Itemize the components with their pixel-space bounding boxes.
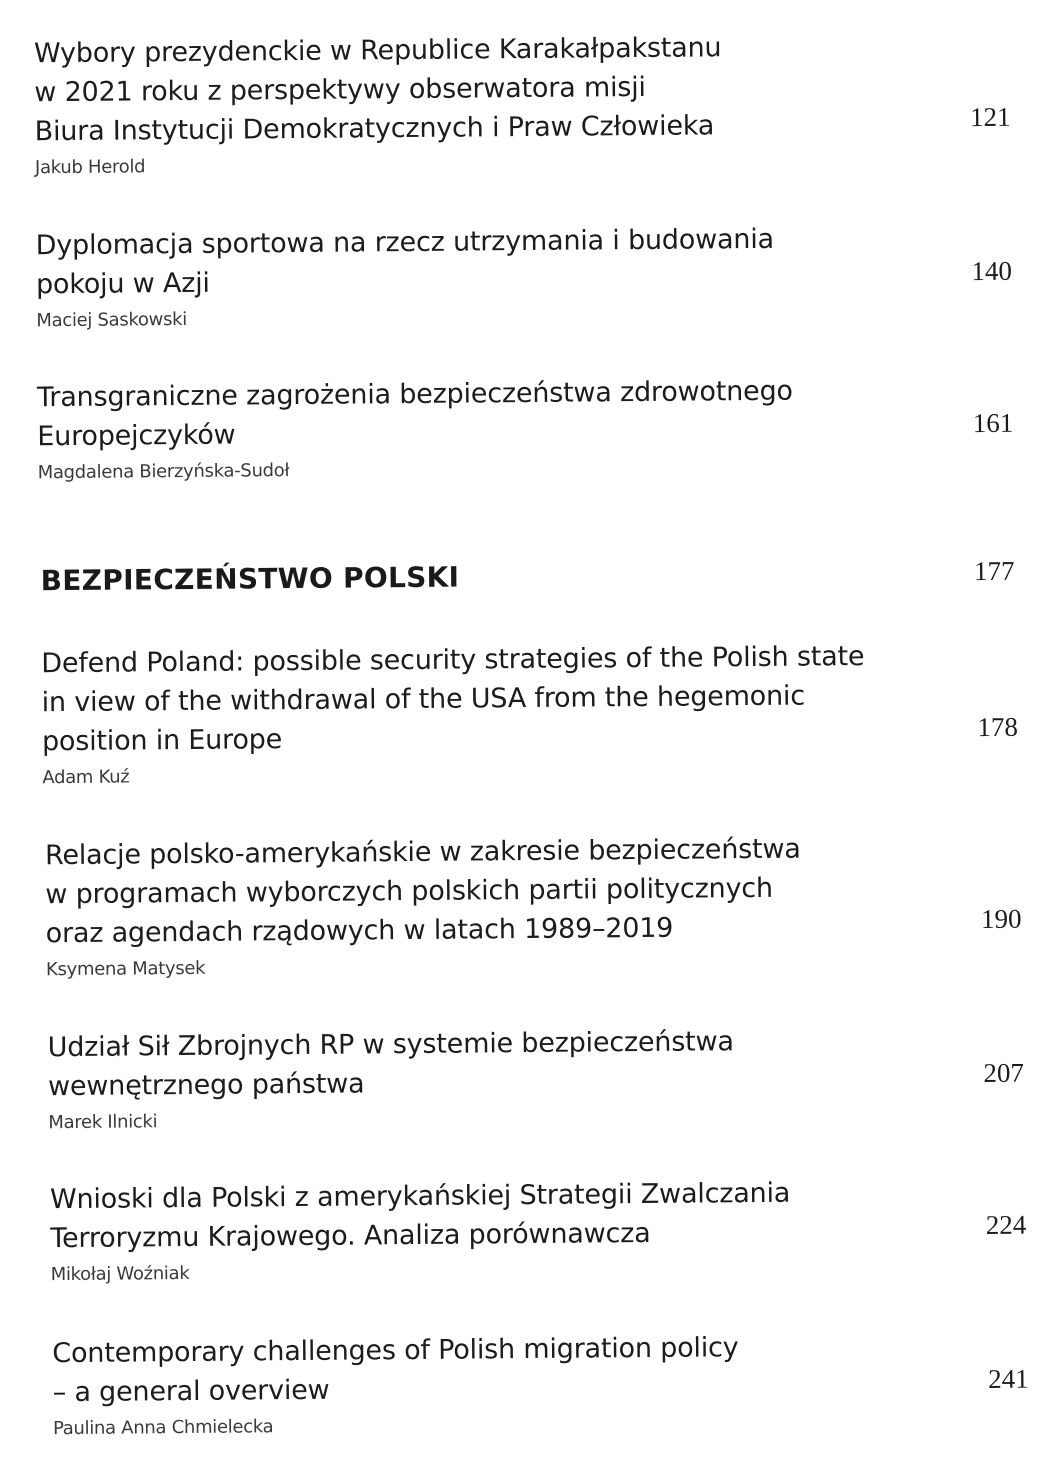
entry-author: Marek Ilnicki bbox=[48, 1111, 158, 1134]
entry-title-line: – a general overview bbox=[52, 1374, 330, 1409]
section-heading bbox=[40, 556, 1028, 598]
entry-title-line: Udział Sił Zbrojnych RP w systemie bezpieczeństwa bbox=[47, 1026, 734, 1064]
toc-entry bbox=[48, 1020, 1039, 1137]
section-page-number: 177 bbox=[973, 555, 1015, 587]
entry-title-line: in view of the withdrawal of the USA from the hegemonic bbox=[41, 680, 806, 719]
entry-page-number: 207 bbox=[983, 1057, 1025, 1089]
entry-title-line: Dyplomacja sportowa na rzecz utrzymania i budowania bbox=[35, 223, 775, 262]
toc-entry bbox=[50, 1172, 1041, 1289]
entry-page-number: 121 bbox=[969, 101, 1011, 133]
toc-entry bbox=[41, 636, 1032, 792]
entry-title-line: Contemporary challenges of Polish migration policy bbox=[52, 1332, 739, 1370]
entry-title-line: w 2021 roku z perspektywy obserwatora misji bbox=[34, 71, 646, 109]
toc-entry bbox=[36, 218, 1027, 335]
toc-entry bbox=[37, 370, 1028, 487]
entry-author: Jakub Herold bbox=[34, 156, 146, 179]
entry-author: Maciej Saskowski bbox=[36, 308, 188, 332]
entry-page-number: 190 bbox=[980, 903, 1022, 935]
entry-title-line: Terroryzmu Krajowego. Analiza porównawcza bbox=[50, 1217, 651, 1255]
entry-author: Paulina Anna Chmielecka bbox=[52, 1416, 274, 1440]
entry-author: Adam Kuź bbox=[42, 766, 130, 789]
entry-author: Ksymena Matysek bbox=[45, 957, 206, 981]
toc-entry bbox=[52, 1326, 1043, 1443]
entry-page-number: 178 bbox=[977, 711, 1019, 743]
entry-title-line: position in Europe bbox=[41, 724, 283, 758]
entry-title-line: Europejczyków bbox=[37, 419, 236, 453]
entry-title-line: Wybory prezydenckie w Republice Karakałpakstanu bbox=[33, 32, 722, 70]
entry-title-line: Wnioski dla Polski z amerykańskiej Strategii Zwalczania bbox=[49, 1177, 791, 1216]
entry-title-line: Defend Poland: possible security strategies of the Polish state bbox=[41, 641, 865, 680]
entry-author: Magdalena Bierzyńska-Sudoł bbox=[37, 460, 290, 484]
toc-entry bbox=[45, 828, 1036, 984]
entry-page-number: 140 bbox=[971, 255, 1013, 287]
entry-page-number: 241 bbox=[987, 1363, 1029, 1394]
entry-title-line: oraz agendach rządowych w latach 1989–2019 bbox=[45, 912, 674, 950]
toc-entry bbox=[34, 26, 1025, 182]
entry-title-line: wewnętrznego państwa bbox=[47, 1068, 365, 1103]
entry-title-line: w programach wyborczych polskich partii politycznych bbox=[45, 872, 773, 911]
section-title: BEZPIECZEŃSTWO POLSKI bbox=[40, 560, 460, 598]
entry-title-line: Transgraniczne zagrożenia bezpieczeństwa zdrowotnego bbox=[36, 375, 793, 414]
entry-page-number: 224 bbox=[985, 1209, 1027, 1241]
entry-page-number: 161 bbox=[972, 407, 1014, 439]
entry-title-line: Relacje polsko-amerykańskie w zakresie bezpieczeństwa bbox=[44, 833, 801, 872]
entry-author: Mikołaj Woźniak bbox=[50, 1262, 190, 1286]
entry-title-line: Biura Instytucji Demokratycznych i Praw Człowieka bbox=[34, 110, 715, 148]
entry-title-line: pokoju w Azji bbox=[35, 267, 210, 301]
